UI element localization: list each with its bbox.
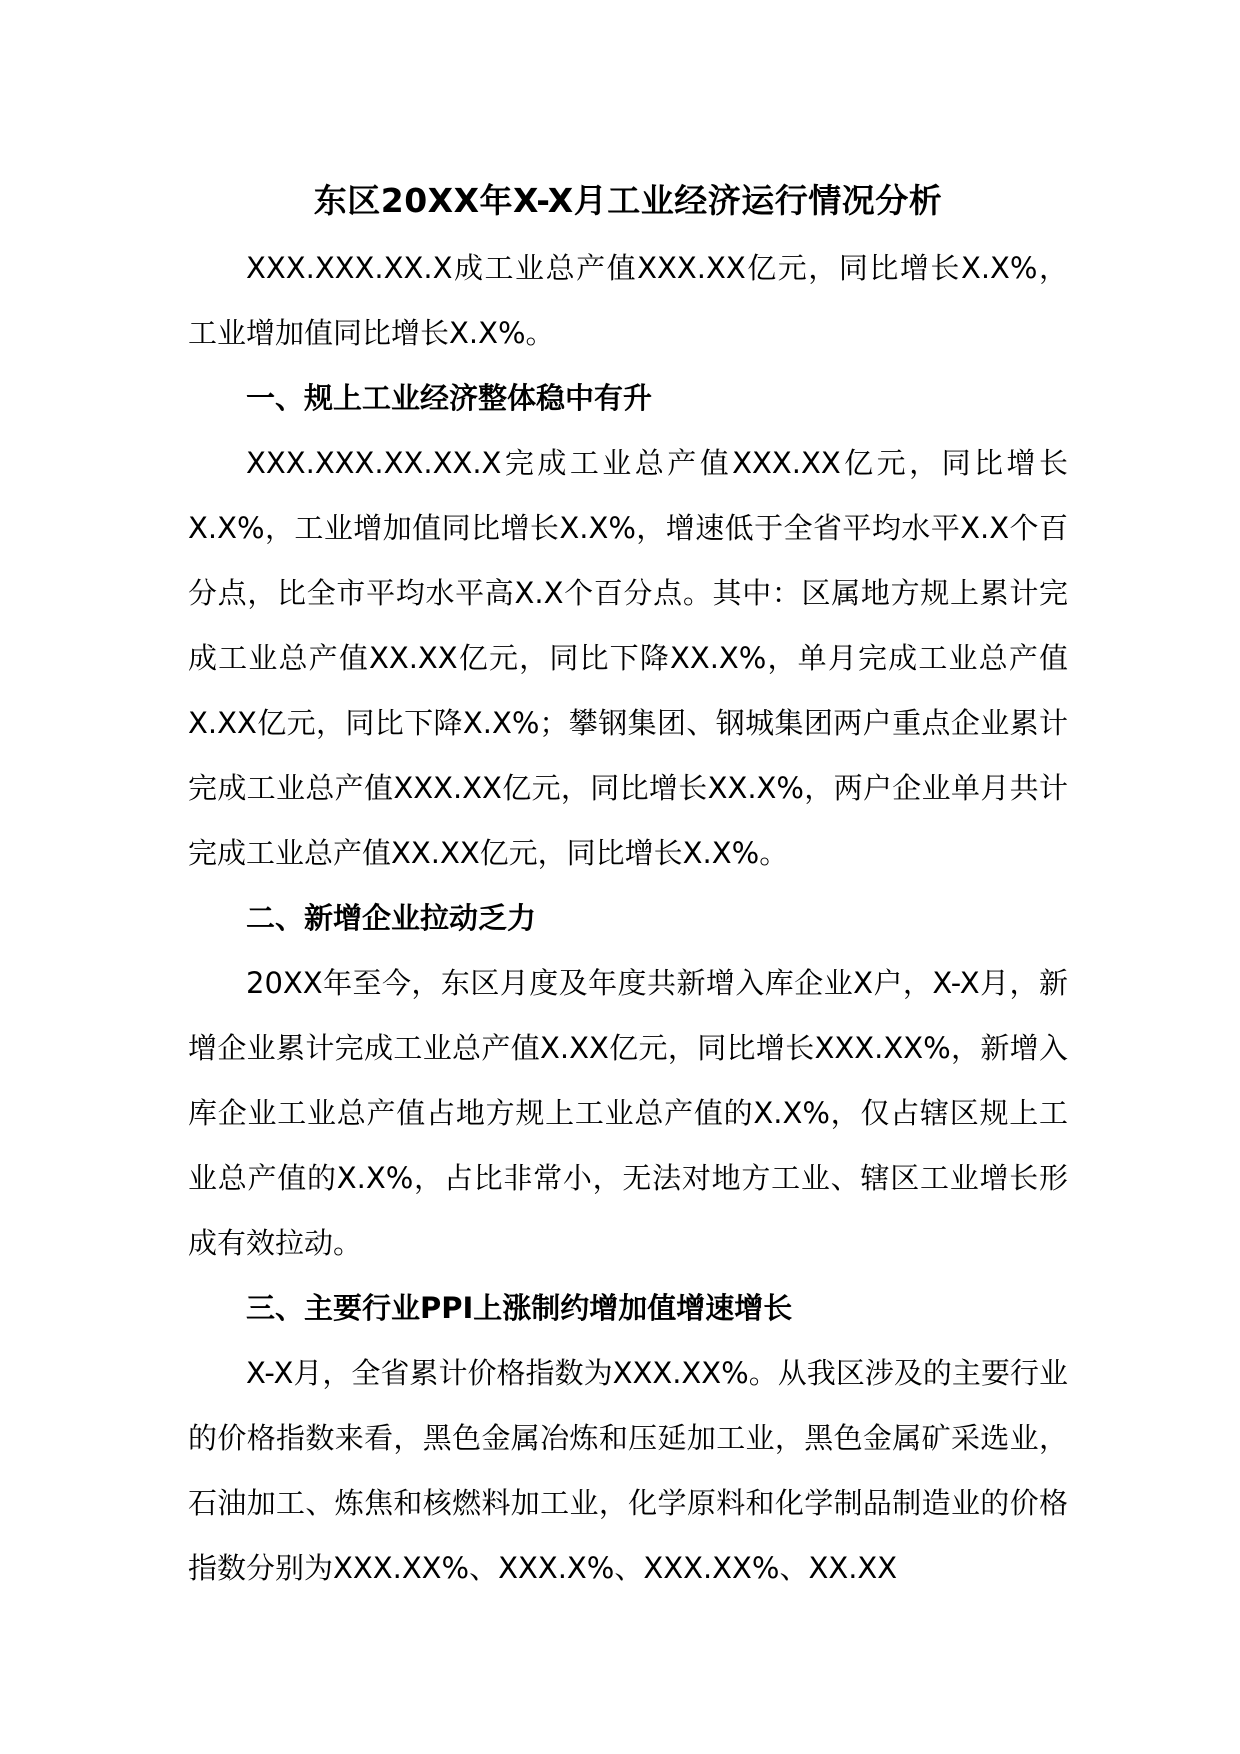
paragraph-text: XXX.XXX.XX.XX.X完成工业总产值XXX.XX亿元，同比增长X.X%，工业增加值同比增长X.X%，增速低于全省平均水平X.X个百分点，比全市平均水平高X.X个百分点。其中：区属地方规上累计完成工业总产值XX.XX亿元，同比下降XX.X%，单月完成工业总产值X.XX亿元，同比下降X.X%；攀钢集团、钢城集团两户重点企业累计完成工业总产值XXX.XX亿元，同比增长XX.X%，两户企业单月共计完成工业总产值XX.XX亿元，同比增长X.X%。	[188, 446, 1068, 870]
section-heading-1	[188, 366, 1068, 431]
paragraph-text: 20XX年至今，东区月度及年度共新增入库企业X户，X-X月，新增企业累计完成工业总产值X.XX亿元，同比增长XXX.XX%，新增入库企业工业总产值占地方规上工业总产值的X.X%，仅占辖区规上工业总产值的X.X%，占比非常小，无法对地方工业、辖区工业增长形成有效拉动。	[188, 966, 1068, 1260]
section-heading-2	[188, 886, 1068, 951]
section-heading-text: 二、新增企业拉动乏力	[246, 901, 537, 935]
section-heading-text: 三、主要行业PPI上涨制约增加值增速增长	[246, 1291, 793, 1325]
body-paragraph-intro	[188, 236, 1068, 366]
document-title: 东区20XX年X-X月工业经济运行情况分析	[313, 181, 943, 220]
body-paragraph-section-1	[188, 431, 1068, 886]
paragraph-text: XXX.XXX.XX.X成工业总产值XXX.XX亿元，同比增长X.X%，工业增加值同比增长X.X%。	[188, 251, 1068, 350]
body-paragraph-section-2	[188, 951, 1068, 1276]
body-paragraph-section-3	[188, 1341, 1068, 1601]
section-heading-text: 一、规上工业经济整体稳中有升	[246, 381, 653, 415]
paragraph-text: X-X月，全省累计价格指数为XXX.XX%。从我区涉及的主要行业的价格指数来看，黑色金属冶炼和压延加工业，黑色金属矿采选业，石油加工、炼焦和核燃料加工业，化学原料和化学制品制造业的价格指数分别为XXX.XX%、XXX.X%、XXX.XX%、XX.XX	[188, 1356, 1068, 1585]
section-heading-3	[188, 1276, 1068, 1341]
document-body	[188, 166, 1068, 1601]
